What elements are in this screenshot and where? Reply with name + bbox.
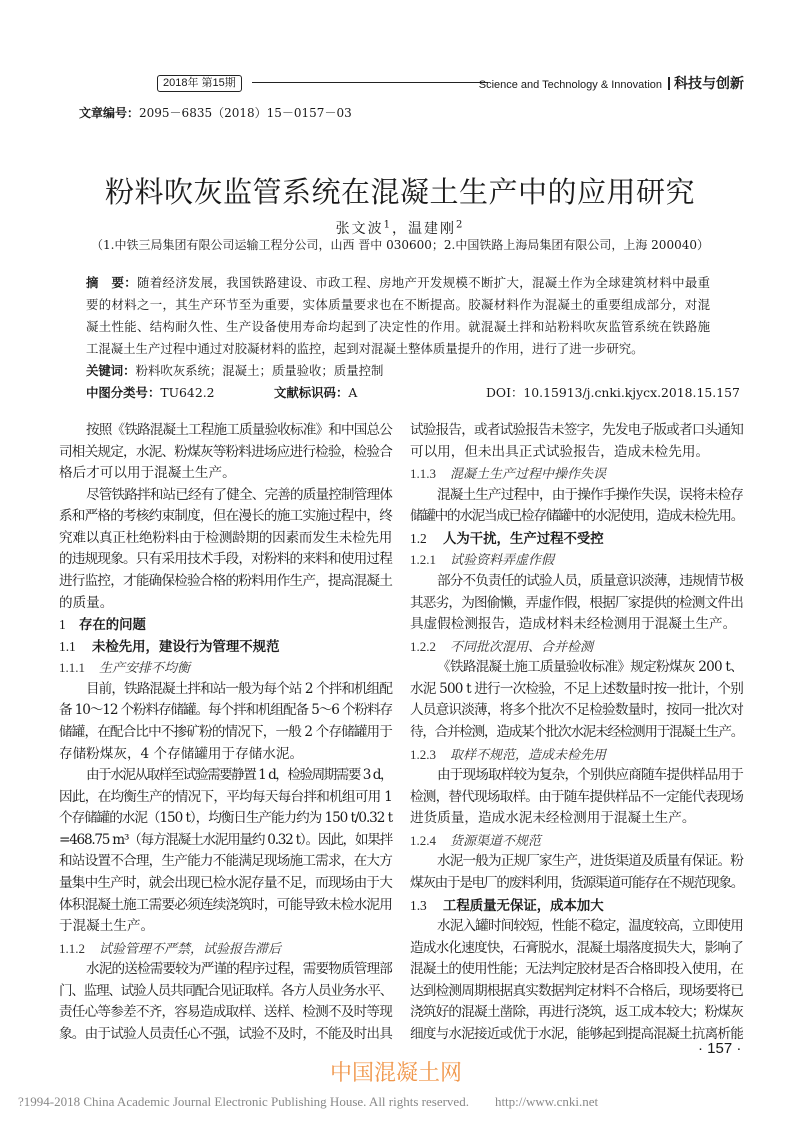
copyright-footer <box>18 1094 598 1110</box>
article-number <box>79 104 352 121</box>
heading-text: 不同批次混用、合并检测 <box>450 639 594 655</box>
body-text-line: 可以用，但未出具正式试验报告，造成未检先用。 <box>410 443 710 460</box>
subsubsection-heading <box>410 830 743 852</box>
heading-text: 试验资料弄虚作假 <box>450 553 555 569</box>
keywords-value: 粉料吹灰系统；混凝土；质量验收；质量控制 <box>135 363 384 378</box>
issue-badge: 2018年 第15期 <box>157 75 242 92</box>
body-text-line: 部分不负责任的试验人员，质量意识淡薄，违规情节极 <box>437 572 743 589</box>
journal-name-cn: 科技与创新 <box>674 75 744 91</box>
heading-number: 1 <box>59 617 66 633</box>
body-text-line: =468.75 m³（每方混凝土水泥用量约 0.32 t）。因此，如果拌 <box>59 831 392 848</box>
abstract-line: 工混凝土生产过程中通过对胶凝材料的监控，起到对混凝土整体质量提升的作用，进行了进一步研究。 <box>86 341 644 356</box>
footer-url[interactable]: http://www.cnki.net <box>494 1094 599 1109</box>
doi <box>486 382 740 404</box>
heading-number: 1.2.4 <box>410 832 436 848</box>
author-1-affil: 1 <box>383 219 392 231</box>
body-text-line: 达到检测周期根据真实数据判定材料不合格后，现场要将已 <box>410 982 743 999</box>
doc-label: 文献标识码： <box>274 386 349 400</box>
body-text-line: 储罐中的水泥当成已检存储罐中的水泥使用，造成未检先用。 <box>410 508 743 525</box>
subsubsection-heading <box>59 938 392 960</box>
body-text-line: 和站设置不合理，生产能力不能满足现场施工需求，在大方 <box>59 853 392 870</box>
body-text-line: 由于水泥从取样至试验需要静置 1 d，检验周期需要 3 d， <box>86 767 392 784</box>
heading-text: 货源渠道不规范 <box>450 833 542 849</box>
body-text-line: 门、监理、试验人员共同配合见证取样。各方人员业务水平、 <box>59 982 392 999</box>
body-text-line: 按照《铁路混凝土工程施工质量验收标准》和中国总公 <box>86 422 392 438</box>
body-text-line: 量集中生产时，就会出现已检水泥存量不足，而现场由于大 <box>59 874 392 891</box>
heading-text: 生产安排不均衡 <box>99 661 191 677</box>
body-text-line: 其恶劣，为图偷懒，弄虚作假，根据厂家提供的检测文件出 <box>410 594 743 611</box>
abstract-label: 摘 要： <box>86 276 137 290</box>
subsubsection-heading <box>59 657 392 679</box>
body-text-line: 责任心等参差不齐，容易造成取样、送样、检测不及时等现 <box>59 1004 392 1021</box>
doi-label: DOI： <box>486 385 524 400</box>
heading-number: 1.1.1 <box>59 660 85 676</box>
body-text-line: 备 10～12 个粉料存储罐。每个拌和机组配备 5～6 个粉料存 <box>59 702 392 719</box>
body-text-line: 进行监控，才能确保检验合格的粉料用作生产，提高混凝土 <box>59 572 392 589</box>
body-text-line: 进货质量，造成水泥未经检测用于混凝土生产。 <box>410 810 696 827</box>
body-text-line: 体积混凝土施工需要必须连续浇筑时，可能导致未检水泥用 <box>59 896 392 913</box>
abstract-line <box>86 272 710 294</box>
body-text-line: 混凝土生产过程中，由于操作手操作失误，误将未检存 <box>437 486 743 503</box>
clc-value: TU642.2 <box>160 385 215 400</box>
subsection-heading <box>59 636 392 658</box>
author-2-affil: 2 <box>456 219 465 231</box>
body-text-line: 水泥入罐时间较短，性能不稳定，温度较高，立即使用 <box>437 918 743 935</box>
subsection-heading <box>410 895 743 917</box>
body-text-line: 系和严格的考核约束制度，但在漫长的施工实施过程中，终 <box>59 508 392 525</box>
subsubsection-heading <box>410 744 743 766</box>
header-rule <box>252 82 488 83</box>
heading-number: 1.1 <box>59 638 76 654</box>
heading-text: 人为干扰，生产过程不受控 <box>443 530 604 546</box>
body-text-line: 水泥的送检需要较为严谨的程序过程，需要物质管理部 <box>86 961 392 978</box>
article-number-value: 2095－6835（2018）15－0157－03 <box>139 106 352 120</box>
body-text-line: 浇筑好的混凝土凿除，再进行浇筑，返工成本较大；粉煤灰 <box>410 1004 743 1021</box>
body-text-line: 具虚假检测报告，造成材料未经检测用于混凝土生产。 <box>410 616 737 633</box>
journal-name <box>479 74 744 94</box>
abstract-line: 凝土性能、结构耐久性、生产设备使用寿命均起到了决定性的作用。就混凝土拌和站粉料吹灰监管系统在铁路施 <box>86 319 710 334</box>
subsubsection-heading <box>410 636 743 658</box>
heading-text: 未检先用，建设行为管理不规范 <box>92 638 280 654</box>
classification-row <box>86 382 746 404</box>
page-title: 粉料吹灰监管系统在混凝土生产中的应用研究 <box>104 177 695 209</box>
body-text-line: 储罐，在配合比中不掺矿粉的情况下，一般 2 个存储罐用于 <box>59 723 392 740</box>
subsubsection-heading <box>410 463 743 485</box>
body-text-line: 的违规现象。只有采用技术手段，对粉料的来料和使用过程 <box>59 551 392 568</box>
body-text-line: 待，合并检测，造成某个批次水泥未经检测用于混凝土生产。 <box>410 723 743 740</box>
body-text-line: 目前，铁路混凝土拌和站一般为每个站 2 个拌和机组配 <box>86 680 392 697</box>
body-text-line: 个存储罐的水泥（150 t），均衡日生产能力约为 150 t/0.32 t <box>59 810 392 827</box>
body-text-line: 存储粉煤灰，4 个存储罐用于存储水泥。 <box>59 745 304 762</box>
heading-number: 1.2.2 <box>410 638 436 654</box>
subsubsection-heading <box>410 549 743 571</box>
body-text-line: 尽管铁路拌和站已经有了健全、完善的质量控制管理体 <box>86 486 392 503</box>
heading-number: 1.2 <box>410 530 427 546</box>
author-2: 温建刚 <box>408 221 456 237</box>
watermark: 中国混凝土网 <box>330 1060 463 1085</box>
body-text-line: 检测，替代现场取样。由于随车提供样品不一定能代表现场 <box>410 788 743 805</box>
heading-text: 取样不规范，造成未检先用 <box>450 747 607 763</box>
body-text-line: 司相关规定，水泥、粉煤灰等粉料进场应进行检验，检验合 <box>59 443 392 460</box>
body-text-line: 混凝土的使用性能；无法判定胶材是否合格即投入使用，在 <box>410 961 743 978</box>
body-text-line: 造成水化速度快，石膏脱水，混凝土塌落度损失大，影响了 <box>410 939 743 956</box>
abstract-line: 要的材料之一，其生产环节至为重要，实体质量要求也在不断提高。胶凝材料作为混凝土的重要组成部分，对混 <box>86 297 710 312</box>
section-heading <box>59 614 392 636</box>
clc-code <box>86 382 215 404</box>
keywords-label: 关键词： <box>86 364 136 378</box>
body-text-line: 格后才可以用于混凝土生产。 <box>59 465 236 482</box>
body-text-line: 《铁路混凝土施工质量验收标准》规定粉煤灰 200 t、 <box>437 659 743 676</box>
heading-text: 混凝土生产过程中操作失误 <box>450 467 607 483</box>
heading-text: 试验管理不严禁，试验报告滞后 <box>99 941 282 957</box>
journal-name-en: Science and Technology & Innovation <box>478 79 662 91</box>
heading-text: 工程质量无保证，成本加大 <box>443 897 604 913</box>
heading-number: 1.3 <box>410 897 427 913</box>
page-number: · 157 · <box>698 1040 742 1057</box>
heading-text: 存在的问题 <box>79 617 146 633</box>
body-text-line: 由于现场取样较为复杂，个别供应商随车提供样品用于 <box>437 767 743 784</box>
body-text-line: 水泥一般为正规厂家生产，进货渠道及质量有保证。粉 <box>437 853 743 870</box>
doc-value: A <box>348 385 358 400</box>
heading-number: 1.1.3 <box>410 466 436 482</box>
body-text-line: 细度与水泥接近或优于水泥，能够起到提高混凝土抗离析能 <box>410 1025 743 1042</box>
authors <box>0 218 800 238</box>
divider <box>668 77 670 90</box>
doc-code <box>274 382 357 404</box>
body-text-line: 试验报告，或者试验报告未签字，先发电子版或者口头通知 <box>410 422 743 438</box>
heading-number: 1.2.3 <box>410 746 436 762</box>
body-text-line: 的质量。 <box>59 594 114 611</box>
clc-label: 中图分类号： <box>86 386 161 400</box>
subsection-heading <box>410 528 743 550</box>
heading-number: 1.1.2 <box>59 940 85 956</box>
doi-value: 10.15913/j.cnki.kjycx.2018.15.157 <box>523 385 740 400</box>
body-text-line: 因此，在均衡生产的情况下，平均每天每台拌和机组可用 1 <box>59 788 392 805</box>
copyright-text: ?1994-2018 China Academic Journal Electronic Publishing House. All rights reserved. <box>18 1094 469 1109</box>
body-text-line: 人员意识淡薄，将多个批次不足检验数量时，按同一批次对 <box>410 702 743 719</box>
body-text-line: 水泥 500 t 进行一次检验，不足上述数量时按一批计，个别 <box>410 680 743 697</box>
author-1: 张文波 <box>335 221 384 237</box>
body-text-line: 煤灰由于是电厂的废料利用，货源渠道可能存在不规范现象。 <box>410 874 743 891</box>
article-number-label: 文章编号： <box>79 106 140 120</box>
body-text-line: 于混凝土生产。 <box>59 918 155 935</box>
body-text-line: 象。由于试验人员责任心不强，试验不及时，不能及时出具 <box>59 1025 392 1042</box>
author-separator: ， <box>392 221 408 237</box>
keywords <box>86 360 383 382</box>
heading-number: 1.2.1 <box>410 552 436 568</box>
abstract-text: 随着经济发展，我国铁路建设、市政工程、房地产开发规模不断扩大，混凝土作为全球建筑材料中最重 <box>136 275 711 290</box>
affiliations: （1.中铁三局集团有限公司运输工程分公司，山西 晋中 030600；2.中国铁路上海局集团有限公司，上海 200040） <box>91 238 709 252</box>
body-text-line: 究难以真正杜绝粉料由于检测龄期的因素而发生未检先用 <box>59 529 392 546</box>
